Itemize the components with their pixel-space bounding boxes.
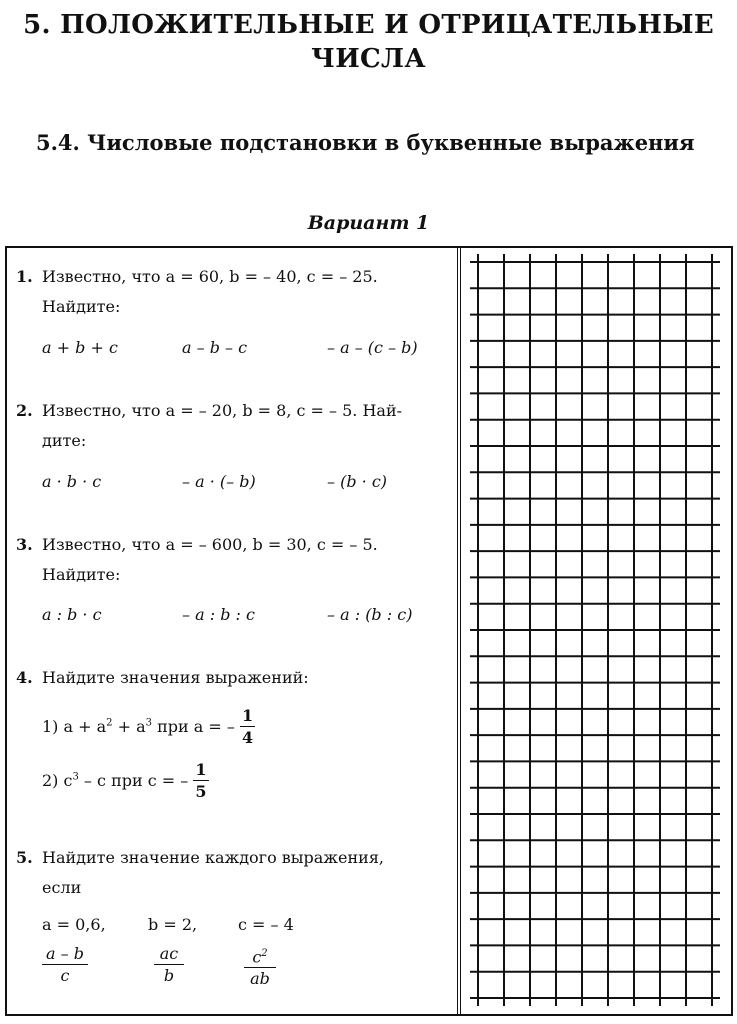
- task-4: [16, 663, 456, 693]
- expression: a · b · c: [42, 472, 102, 491]
- expression: – a – (c – b): [327, 338, 418, 357]
- value: b = 2,: [148, 915, 198, 934]
- task-number: 1.: [16, 267, 33, 286]
- task-2: [16, 396, 456, 456]
- task-1: [16, 262, 456, 322]
- task-text: Найдите:: [42, 565, 121, 584]
- task-number: 3.: [16, 535, 33, 554]
- chapter-title-line1: 5. ПОЛОЖИТЕЛЬНЫЕ И ОТРИЦАТЕЛЬНЫЕ: [23, 10, 714, 40]
- expression: – a : b : c: [182, 605, 255, 624]
- task-text: Известно, что a = – 600, b = 30, c = – 5.: [42, 535, 378, 554]
- task-3: [16, 530, 456, 590]
- answer-grid[interactable]: [470, 254, 720, 1006]
- chapter-title-line2: ЧИСЛА: [311, 44, 426, 74]
- task-text: Найдите значение каждого выражения,: [42, 848, 384, 867]
- task-text: дите:: [42, 431, 87, 450]
- fraction: $\frac{a - b}{c}$: [42, 944, 88, 987]
- task-text: Найдите:: [42, 297, 121, 316]
- value: a = 0,6,: [42, 915, 106, 934]
- fraction: $\frac{c^2}{ab}$: [244, 944, 276, 990]
- chapter-title: [0, 8, 737, 76]
- task-5: [16, 843, 456, 903]
- expression: a + b + c: [42, 338, 118, 357]
- expression: a : b · c: [42, 605, 102, 624]
- expression: – (b · c): [327, 472, 388, 491]
- value: c = – 4: [238, 915, 294, 934]
- task-text: если: [42, 878, 82, 897]
- task-number: 2.: [16, 401, 33, 420]
- expression: – a : (b : c): [327, 605, 413, 624]
- section-title: 5.4. Числовые подстановки в буквенные выражения: [36, 130, 695, 155]
- fraction: $\frac{ac}{b}$: [154, 944, 184, 987]
- variant-label: Вариант 1: [307, 212, 430, 234]
- column-divider: [457, 246, 461, 1016]
- task-4-item-1: 1) $a + a^2 + a^3$ при a = – $\frac{1}{4}$: [42, 706, 254, 747]
- task-number: 4.: [16, 668, 33, 687]
- task-4-item-2: 2) $c^3$ – c при c = – $\frac{1}{5}$: [42, 760, 207, 801]
- fraction: $\frac{1}{4}$: [242, 706, 254, 747]
- fraction: $\frac{1}{5}$: [195, 760, 207, 801]
- task-number: 5.: [16, 848, 33, 867]
- task-text: Известно, что a = – 20, b = 8, c = – 5. Най-: [42, 401, 403, 420]
- task-text: Найдите значения выражений:: [42, 668, 309, 687]
- expression: a – b – c: [182, 338, 248, 357]
- expression: – a · (– b): [182, 472, 256, 491]
- task-text: Известно, что a = 60, b = – 40, c = – 25.: [42, 267, 378, 286]
